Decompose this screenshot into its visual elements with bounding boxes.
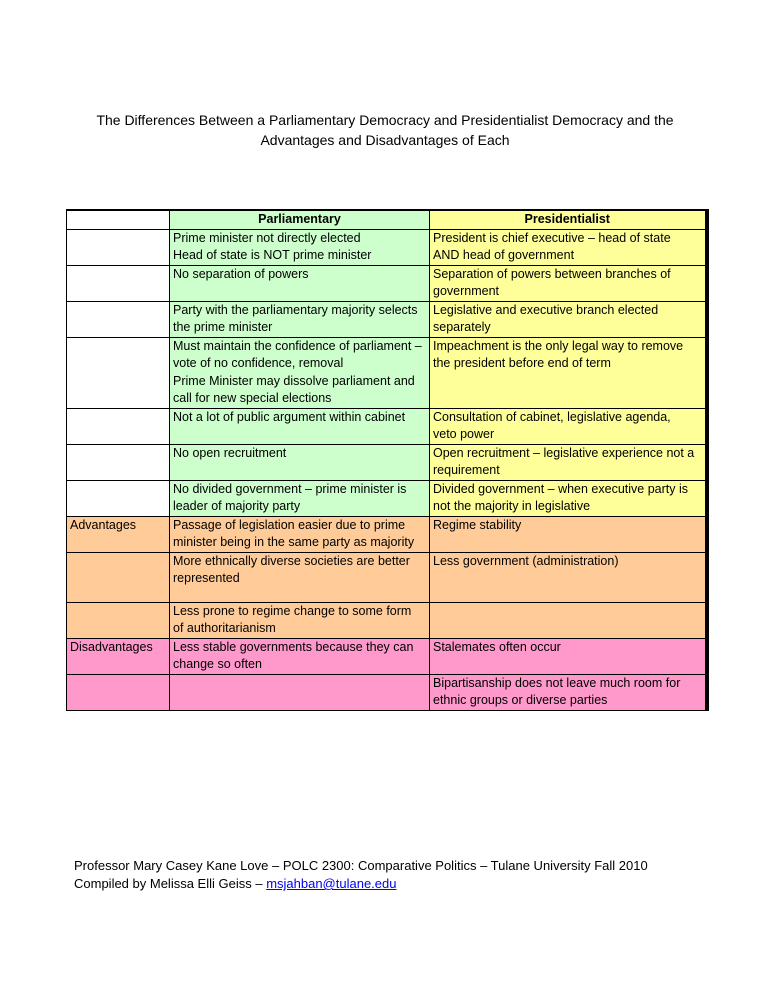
table-row — [67, 337, 707, 408]
parliamentary-cell: Party with the parliamentary majority selects the prime minister — [170, 301, 430, 337]
header-presidentialist: Presidentialist — [430, 210, 707, 229]
comparison-table — [66, 209, 709, 711]
presidentialist-cell: Consultation of cabinet, legislative agenda, veto power — [430, 408, 707, 444]
presidentialist-cell: President is chief executive – head of state AND head of government — [430, 229, 707, 265]
presidentialist-cell: Separation of powers between branches of government — [430, 265, 707, 301]
title-line-1: The Differences Between a Parliamentary Democracy and Presidentialist Democracy and the — [96, 112, 674, 128]
row-label — [67, 444, 170, 480]
row-label — [67, 408, 170, 444]
table-row — [67, 229, 707, 265]
table-row — [67, 444, 707, 480]
row-label — [67, 602, 170, 638]
table-row — [67, 638, 707, 674]
title-line-2: Advantages and Disadvantages of Each — [260, 132, 510, 148]
presidentialist-cell: Legislative and executive branch elected separately — [430, 301, 707, 337]
row-label — [67, 301, 170, 337]
table-row — [67, 516, 707, 552]
table-row — [67, 265, 707, 301]
presidentialist-cell: Impeachment is the only legal way to remove the president before end of term — [430, 337, 707, 408]
parliamentary-cell: Prime minister not directly elected Head of state is NOT prime minister — [170, 229, 430, 265]
row-label — [67, 480, 170, 516]
document-title — [60, 110, 710, 150]
parliamentary-cell: More ethnically diverse societies are better represented — [170, 552, 430, 602]
presidentialist-cell: Divided government – when executive party is not the majority in legislative — [430, 480, 707, 516]
presidentialist-cell: Regime stability — [430, 516, 707, 552]
parliamentary-cell: Less stable governments because they can change so often — [170, 638, 430, 674]
advantages-label: Advantages — [67, 516, 170, 552]
row-label — [67, 552, 170, 602]
table-header-row — [67, 210, 707, 229]
footer-compiled-line — [74, 875, 648, 893]
presidentialist-cell: Bipartisanship does not leave much room for ethnic groups or diverse parties — [430, 674, 707, 710]
table-row — [67, 301, 707, 337]
email-link[interactable]: msjahban@tulane.edu — [266, 876, 397, 891]
parliamentary-cell: No separation of powers — [170, 265, 430, 301]
header-blank-cell — [67, 210, 170, 229]
row-label — [67, 674, 170, 710]
table-row — [67, 408, 707, 444]
parliamentary-cell: Less prone to regime change to some form of authoritarianism — [170, 602, 430, 638]
row-label — [67, 229, 170, 265]
parliamentary-cell: Not a lot of public argument within cabinet — [170, 408, 430, 444]
parliamentary-cell: No divided government – prime minister is leader of majority party — [170, 480, 430, 516]
presidentialist-cell: Less government (administration) — [430, 552, 707, 602]
footer-professor-line: Professor Mary Casey Kane Love – POLC 2300: Comparative Politics – Tulane University Fall 2010 — [74, 858, 648, 873]
presidentialist-cell: Open recruitment – legislative experience not a requirement — [430, 444, 707, 480]
table-row — [67, 602, 707, 638]
parliamentary-cell — [170, 674, 430, 710]
parliamentary-cell: Must maintain the confidence of parliament – vote of no confidence, removal Prime Minister may dissolve parliament and call for new special elections — [170, 337, 430, 408]
parliamentary-cell: Passage of legislation easier due to prime minister being in the same party as majority — [170, 516, 430, 552]
presidentialist-cell — [430, 602, 707, 638]
row-label — [67, 265, 170, 301]
parliamentary-cell: No open recruitment — [170, 444, 430, 480]
footer — [74, 857, 648, 893]
table-row — [67, 674, 707, 710]
disadvantages-label: Disadvantages — [67, 638, 170, 674]
header-parliamentary: Parliamentary — [170, 210, 430, 229]
presidentialist-cell: Stalemates often occur — [430, 638, 707, 674]
table-row — [67, 480, 707, 516]
row-label — [67, 337, 170, 408]
table-row — [67, 552, 707, 602]
footer-compiled-prefix: Compiled by Melissa Elli Geiss – — [74, 876, 267, 891]
